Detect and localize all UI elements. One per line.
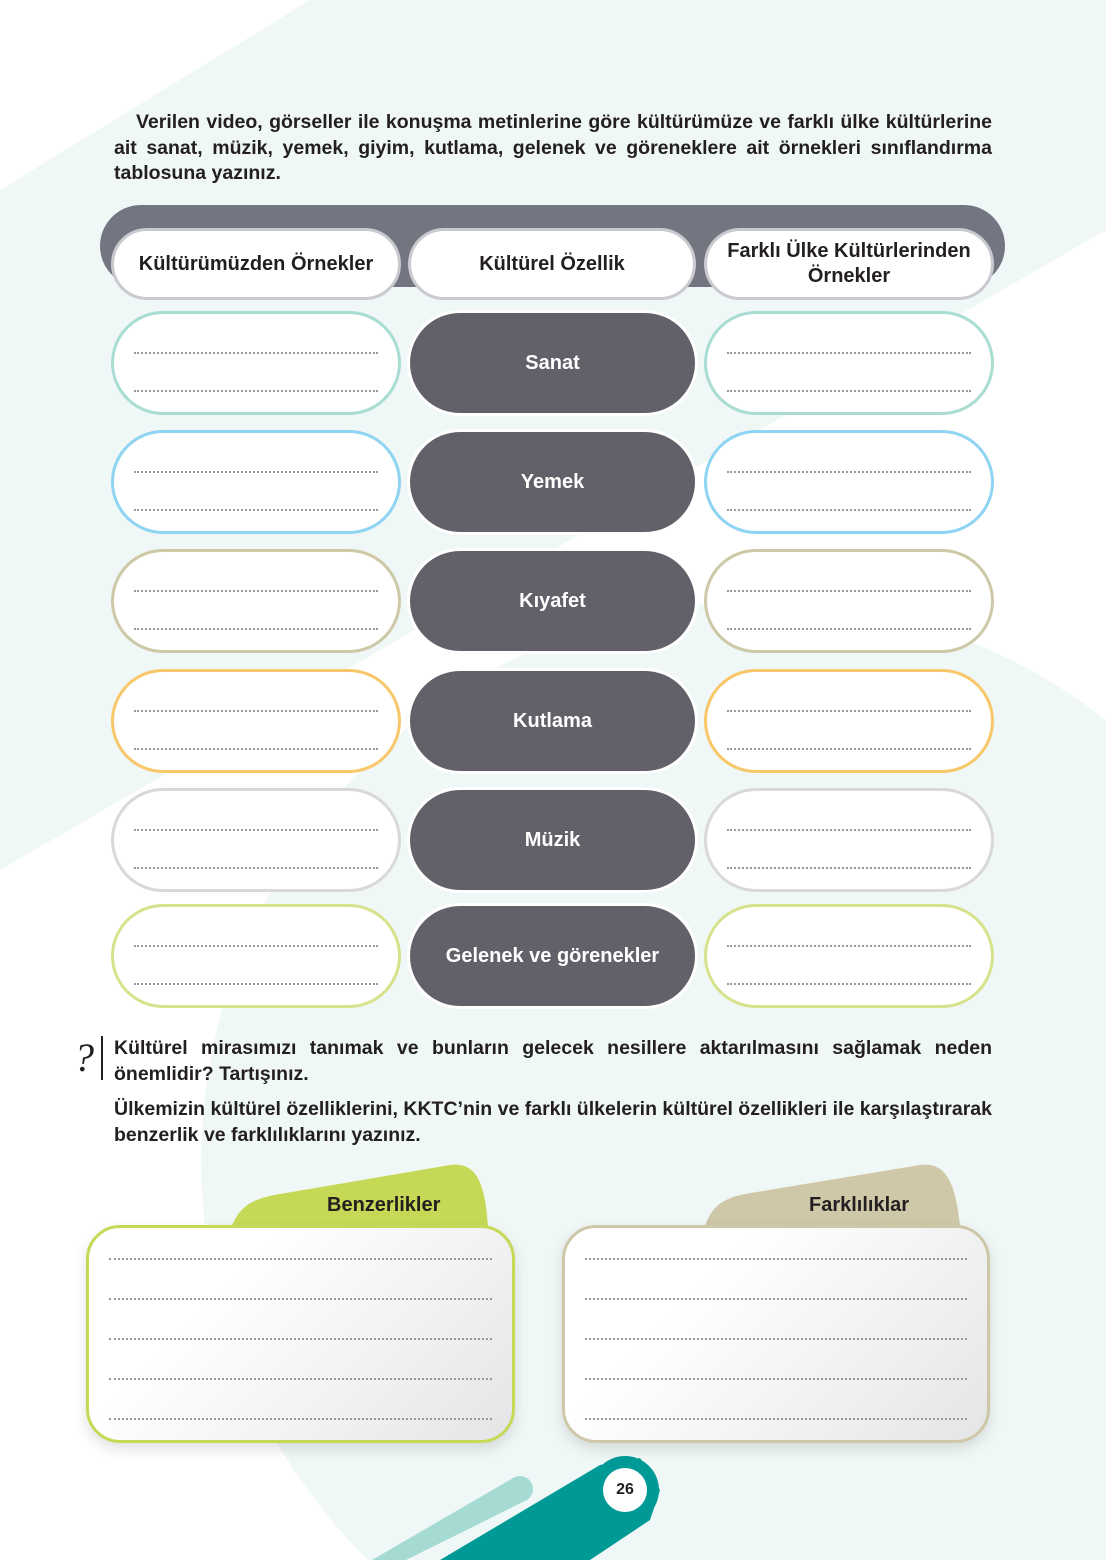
feature-label: Müzik: [410, 790, 695, 890]
header-other-cultures: Farklı Ülke Kültürlerinden Örnekler: [704, 228, 994, 300]
feature-label: Gelenek ve görenekler: [410, 906, 695, 1006]
feature-label: Yemek: [410, 432, 695, 532]
differences-box[interactable]: [562, 1225, 990, 1443]
question-icon: ?: [74, 1035, 94, 1080]
discussion-question: Kültürel mirasımızı tanımak ve bunların gelecek nesillere aktarılmasını sağlamak neden önemlidir? Tartışınız.: [114, 1037, 992, 1085]
comparison-task: Ülkemizin kültürel özelliklerini, KKTC’nin ve farklı ülkelerin kültürel özellikleri ile karşılaştırarak benzerlik ve farklılıklarını yazınız.: [114, 1098, 992, 1146]
feature-label: Sanat: [410, 313, 695, 413]
similarities-tab: Benzerlikler: [327, 1194, 441, 1216]
header-our-culture: Kültürümüzden Örnekler: [111, 228, 401, 300]
differences-tab: Farklılıklar: [809, 1194, 910, 1216]
header-cultural-feature: Kültürel Özellik: [408, 228, 696, 300]
instruction-text: Verilen video, görseller ile konuşma metinlerine göre kültürümüze ve farklı ülke kültürlerine ait sanat, müzik, yemek, giyim, kutlama, gelenek ve göreneklere ait örnekleri sınıflandırma tablosuna yazınız.: [114, 111, 992, 184]
similarities-box[interactable]: [86, 1225, 515, 1443]
page-number: 26: [603, 1468, 647, 1512]
feature-label: Kıyafet: [410, 551, 695, 651]
feature-label: Kutlama: [410, 671, 695, 771]
